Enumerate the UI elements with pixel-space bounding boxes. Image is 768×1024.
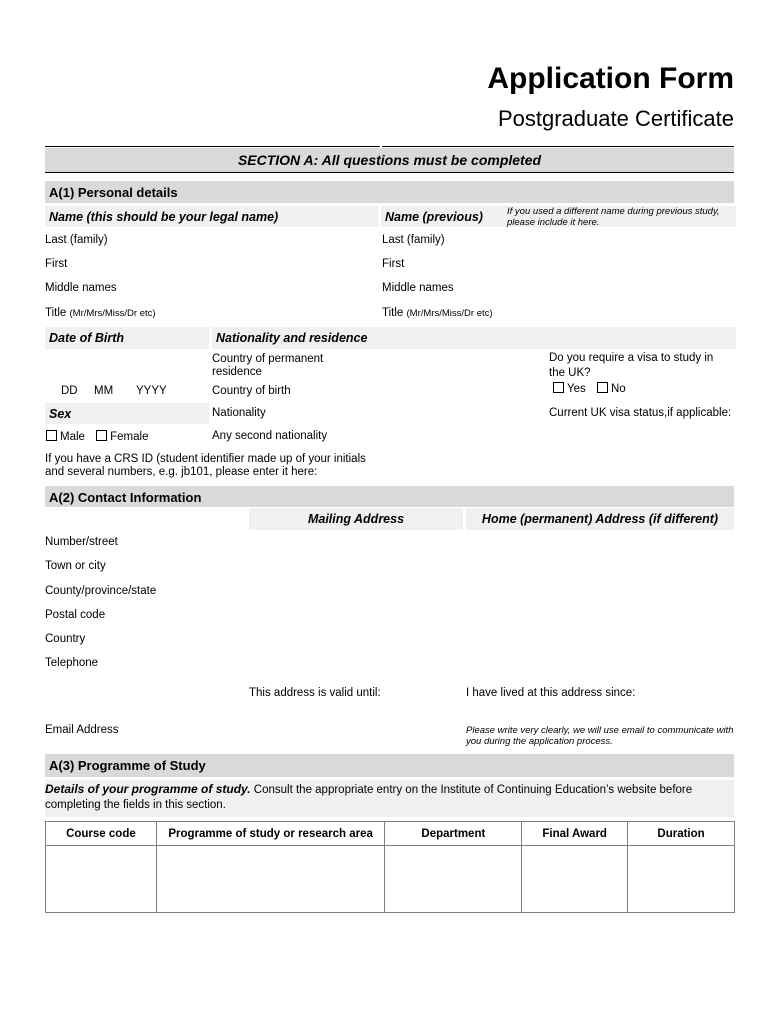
nationality-label: Nationality [212,407,266,419]
number-street-label: Number/street [45,536,118,548]
visa-no-checkbox[interactable] [597,382,608,393]
country-birth-label: Country of birth [212,385,291,397]
home-address-bar [466,508,734,530]
postal-code-label: Postal code [45,609,106,621]
name-legal-label: Name (this should be your legal name) [49,210,279,224]
prev-title-field [382,307,493,319]
lived-since-label: I have lived at this address since: [466,687,636,699]
title-label: Title [45,307,67,319]
course-code-cell[interactable] [46,846,157,913]
mailing-address-label: Mailing Address [307,512,405,526]
visa-yes-checkbox[interactable] [553,382,564,393]
sex-label: Sex [49,407,72,421]
col-duration: Duration [628,822,735,846]
prev-title-hint: (Mr/Mrs/Miss/Dr etc) [406,308,493,319]
dob-mm: MM [94,385,114,397]
form-subtitle: Postgraduate Certificate [497,106,734,131]
first-name-label: First [45,258,68,270]
middle-names-label: Middle names [45,282,117,294]
last-name-label: Last (family) [45,234,108,246]
visa-yes-label: Yes [567,383,586,395]
final-award-cell[interactable] [522,846,628,913]
section-rule-left [45,146,380,147]
sex-options [46,430,149,443]
programme-cell[interactable] [156,846,385,913]
male-label: Male [60,431,85,443]
dob-dd: DD [61,385,78,397]
dob-label: Date of Birth [49,331,124,345]
country-label: Country [45,633,86,645]
duration-cell[interactable] [628,846,735,913]
prev-first-name-label: First [382,258,405,270]
a3-title: A(3) Programme of Study [49,758,206,773]
col-final-award: Final Award [522,822,628,846]
table-row [46,846,735,913]
visa-options [553,382,626,395]
visa-no-label: No [610,383,626,395]
previous-name-note: If you used a different name during previous study, please include it here. [507,206,720,228]
name-previous-label: Name (previous) [385,210,483,224]
col-programme: Programme of study or research area [156,822,385,846]
a2-title: A(2) Contact Information [49,490,202,505]
country-permanent-label: Country of permanent residence [212,353,324,378]
a3-details-text: Consult the appropriate entry on the Institute of Continuing Education’s website before completing the fields in this section. [45,784,693,811]
mailing-address-bar [249,508,463,530]
section-a-title: SECTION A: All questions must be completed [237,152,542,168]
title-hint: (Mr/Mrs/Miss/Dr etc) [69,308,156,319]
section-a-bar [45,148,734,173]
email-note: Please write very clearly, we will use email to communicate with you during the application process. [466,725,734,747]
valid-until-label: This address is valid until: [249,687,381,699]
town-label: Town or city [45,560,106,572]
county-label: County/province/state [45,585,157,597]
programme-table-header-row [46,822,735,846]
col-department: Department [385,822,522,846]
a3-details-bold: Details of your programme of study. [45,782,251,796]
home-address-label: Home (permanent) Address (if different) [481,512,719,526]
email-label: Email Address [45,724,119,736]
dob-yyyy: YYYY [136,385,167,397]
title-field [45,307,156,319]
prev-last-name-label: Last (family) [382,234,445,246]
form-title: Application Form [487,62,734,95]
crs-id-label: If you have a CRS ID (student identifier made up of your initials and several numbers, e.g. jb101, please enter it here: [45,453,366,478]
nationality-residence-label: Nationality and residence [216,331,368,345]
female-checkbox[interactable] [96,430,107,441]
section-rule-right [382,146,734,147]
prev-title-label: Title [382,307,404,319]
programme-table [45,821,735,913]
telephone-label: Telephone [45,657,99,669]
second-nationality-label: Any second nationality [212,430,328,442]
col-course-code: Course code [46,822,157,846]
female-label: Female [110,431,149,443]
prev-middle-names-label: Middle names [382,282,454,294]
a3-details [45,782,730,813]
a1-title: A(1) Personal details [49,185,178,200]
department-cell[interactable] [385,846,522,913]
visa-status-label: Current UK visa status,if applicable: [549,407,732,419]
male-checkbox[interactable] [46,430,57,441]
visa-question: Do you require a visa to study in the UK? [549,352,714,379]
